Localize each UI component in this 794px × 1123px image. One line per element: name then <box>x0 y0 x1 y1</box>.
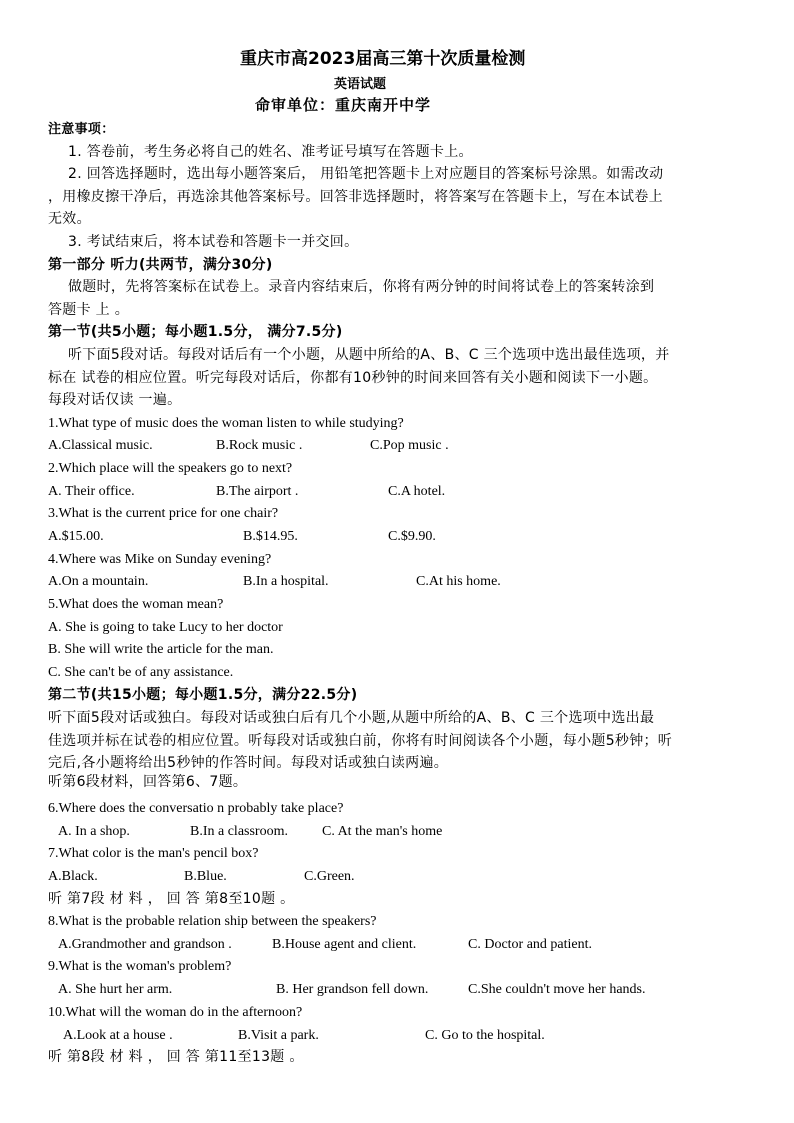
q9-option-a: A. She hurt her arm. <box>58 982 173 997</box>
exam-title: 重庆市高2023届高三第十次质量检测 <box>240 49 526 69</box>
q1-option-a: A.Classical music. <box>48 438 153 453</box>
part1-intro-2: 答题卡 上 。 <box>48 302 129 318</box>
notice-item-2-end: 无效。 <box>48 211 91 227</box>
subject-title: 英语试题 <box>334 77 387 92</box>
question-9: 9.What is the woman's problem? <box>48 959 232 974</box>
question-2: 2.Which place will the speakers go to next? <box>48 461 293 476</box>
q6-option-a: A. In a shop. <box>58 824 130 839</box>
q8-option-c: C. Doctor and patient. <box>468 937 593 952</box>
part1-intro-1: 做题时，先将答案标在试卷上。录音内容结束后，你将有两分钟的时间将试卷上的答案转涂到 <box>68 279 655 295</box>
notice-item-1: 1. 答卷前，考生务必将自己的姓名、准考证号填写在答题卡上。 <box>68 144 473 160</box>
q3-option-c: C.$9.90. <box>388 529 436 544</box>
section2-intro-2: 佳选项并标在试卷的相应位置。听每段对话或独白前，你将有时间阅读各个小题，每小题5秒钟；听 <box>48 733 673 749</box>
material-7-instruction: 听 第7段 材 料 ， 回 答 第8至10题 。 <box>48 891 295 907</box>
q1-option-b: B.Rock music . <box>216 438 303 453</box>
q6-option-b: B.In a classroom. <box>190 824 288 839</box>
q2-option-b: B.The airport . <box>216 484 299 499</box>
q4-option-a: A.On a mountain. <box>48 574 149 589</box>
section1-intro-3: 每段对话仅读 一遍。 <box>48 392 182 408</box>
question-6: 6.Where does the conversatio n probably take place? <box>48 801 344 816</box>
q10-option-a: A.Look at a house . <box>63 1028 173 1043</box>
q5-option-a: A. She is going to take Lucy to her doctor <box>48 620 283 635</box>
q6-option-c: C. At the man's home <box>322 824 443 839</box>
q3-option-a: A.$15.00. <box>48 529 104 544</box>
q8-option-a: A.Grandmother and grandson . <box>58 937 232 952</box>
q5-option-b: B. She will write the article for the man. <box>48 642 274 657</box>
question-4: 4.Where was Mike on Sunday evening? <box>48 552 272 567</box>
section1-intro-2: 标在 试卷的相应位置。听完每段对话后，你都有10秒钟的时间来回答有关小题和阅读下一小题。 <box>48 370 658 386</box>
notice-item-3: 3. 考试结束后，将本试卷和答题卡一并交回。 <box>68 234 359 250</box>
q9-option-b: B. Her grandson fell down. <box>276 982 429 997</box>
q1-option-c: C.Pop music . <box>370 438 449 453</box>
q10-option-b: B.Visit a park. <box>238 1028 319 1043</box>
notice-item-2: 2. 回答选择题时，选出每小题答案后， 用铅笔把答题卡上对应题目的答案标号涂黑。如需改动 <box>68 166 664 182</box>
material-8-instruction: 听 第8段 材 料 ， 回 答 第11至13题 。 <box>48 1049 304 1065</box>
section1-heading: 第一节(共5小题；每小题1.5分， 满分7.5分) <box>48 324 343 340</box>
part1-heading: 第一部分 听力(共两节，满分30分) <box>48 257 273 273</box>
question-1: 1.What type of music does the woman listen to while studying? <box>48 416 404 431</box>
q7-option-a: A.Black. <box>48 869 98 884</box>
question-5: 5.What does the woman mean? <box>48 597 224 612</box>
q9-option-c: C.She couldn't move her hands. <box>468 982 646 997</box>
q8-option-b: B.House agent and client. <box>272 937 417 952</box>
question-3: 3.What is the current price for one chair? <box>48 506 279 521</box>
question-8: 8.What is the probable relation ship between the speakers? <box>48 914 377 929</box>
question-7: 7.What color is the man's pencil box? <box>48 846 259 861</box>
q7-option-b: B.Blue. <box>184 869 227 884</box>
notice-heading: 注意事项： <box>48 122 115 137</box>
q4-option-b: B.In a hospital. <box>243 574 329 589</box>
material-6-instruction: 听第6段材料，回答第6、7题。 <box>48 774 248 790</box>
q7-option-c: C.Green. <box>304 869 355 884</box>
q2-option-a: A. Their office. <box>48 484 135 499</box>
section2-intro-3: 完后,各小题将给出5秒钟的作答时间。每段对话或独白读两遍。 <box>48 755 449 771</box>
q3-option-b: B.$14.95. <box>243 529 298 544</box>
q5-option-c: C. She can't be of any assistance. <box>48 665 234 680</box>
section1-intro-1: 听下面5段对话。每段对话后有一个小题，从题中所给的A、B、C 三个选项中选出最佳选项，并 <box>68 347 670 363</box>
question-10: 10.What will the woman do in the afternoon? <box>48 1005 303 1020</box>
section2-heading: 第二节(共15小题；每小题1.5分，满分22.5分) <box>48 687 358 703</box>
q4-option-c: C.At his home. <box>416 574 501 589</box>
setter-unit: 命审单位：重庆南开中学 <box>255 96 432 114</box>
notice-item-2-cont: ，用橡皮擦干净后，再选涂其他答案标号。回答非选择题时，将答案写在答题卡上，写在本试卷上 <box>48 189 663 205</box>
q10-option-c: C. Go to the hospital. <box>425 1028 545 1043</box>
q2-option-c: C.A hotel. <box>388 484 446 499</box>
section2-intro-1: 听下面5段对话或独白。每段对话或独白后有几个小题,从题中所给的A、B、C 三个选项中选出最 <box>48 710 655 726</box>
